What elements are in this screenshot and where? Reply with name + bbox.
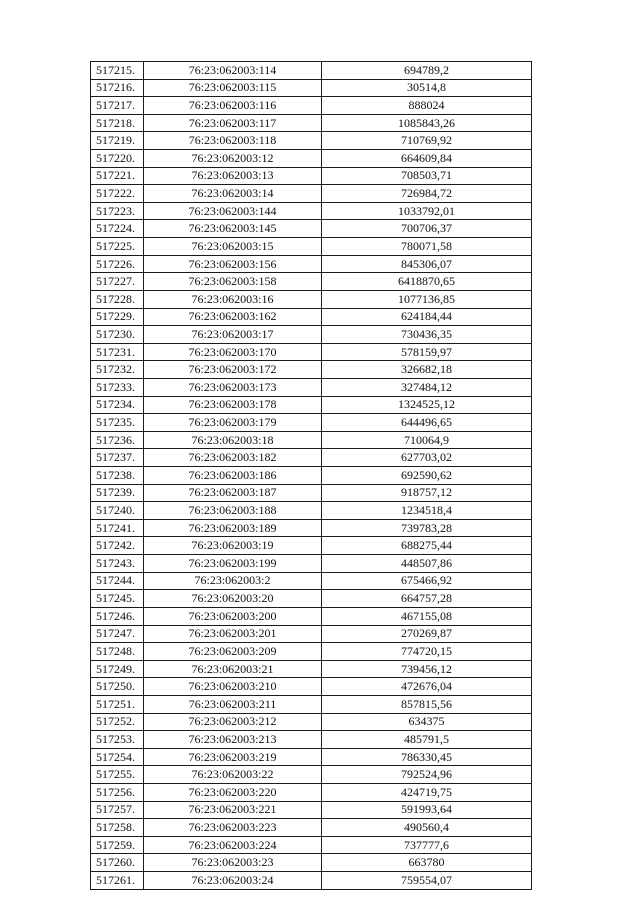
cadastral-value-cell: 448507,86 [322, 555, 532, 573]
table-row [91, 396, 532, 414]
table-row [91, 308, 532, 326]
row-number-cell: 517232. [91, 361, 144, 379]
cadastral-value-cell: 774720,15 [322, 643, 532, 661]
row-number-cell: 517237. [91, 449, 144, 467]
table-row [91, 555, 532, 573]
row-number-cell: 517231. [91, 343, 144, 361]
cadastral-number-cell: 76:23:062003:118 [144, 132, 322, 150]
cadastral-number-cell: 76:23:062003:182 [144, 449, 322, 467]
table-row [91, 449, 532, 467]
cadastral-value-cell: 786330,45 [322, 748, 532, 766]
cadastral-value-cell: 726984,72 [322, 185, 532, 203]
table-row [91, 238, 532, 256]
row-number-cell: 517219. [91, 132, 144, 150]
cadastral-value-cell: 6418870,65 [322, 273, 532, 291]
cadastral-number-cell: 76:23:062003:212 [144, 713, 322, 731]
row-number-cell: 517226. [91, 255, 144, 273]
cadastral-number-cell: 76:23:062003:162 [144, 308, 322, 326]
row-number-cell: 517255. [91, 766, 144, 784]
row-number-cell: 517224. [91, 220, 144, 238]
table-row [91, 167, 532, 185]
cadastral-number-cell: 76:23:062003:20 [144, 590, 322, 608]
cadastral-value-cell: 326682,18 [322, 361, 532, 379]
cadastral-number-cell: 76:23:062003:19 [144, 537, 322, 555]
cadastral-value-cell: 663780 [322, 854, 532, 872]
table-row [91, 150, 532, 168]
cadastral-value-cell: 467155,08 [322, 607, 532, 625]
row-number-cell: 517230. [91, 326, 144, 344]
row-number-cell: 517251. [91, 695, 144, 713]
row-number-cell: 517222. [91, 185, 144, 203]
row-number-cell: 517253. [91, 731, 144, 749]
table-row [91, 519, 532, 537]
cadastral-value-cell: 739783,28 [322, 519, 532, 537]
row-number-cell: 517217. [91, 97, 144, 115]
cadastral-number-cell: 76:23:062003:189 [144, 519, 322, 537]
row-number-cell: 517236. [91, 431, 144, 449]
table-row [91, 854, 532, 872]
cadastral-value-cell: 692590,62 [322, 467, 532, 485]
row-number-cell: 517235. [91, 414, 144, 432]
cadastral-number-cell: 76:23:062003:24 [144, 872, 322, 890]
cadastral-number-cell: 76:23:062003:13 [144, 167, 322, 185]
cadastral-value-cell: 578159,97 [322, 343, 532, 361]
cadastral-value-cell: 888024 [322, 97, 532, 115]
cadastral-value-cell: 700706,37 [322, 220, 532, 238]
table-row [91, 431, 532, 449]
cadastral-value-cell: 792524,96 [322, 766, 532, 784]
table-row [91, 783, 532, 801]
row-number-cell: 517216. [91, 79, 144, 97]
cadastral-value-cell: 708503,71 [322, 167, 532, 185]
table-row [91, 378, 532, 396]
table-row [91, 713, 532, 731]
table-row [91, 872, 532, 890]
row-number-cell: 517234. [91, 396, 144, 414]
cadastral-value-cell: 730436,35 [322, 326, 532, 344]
cadastral-number-cell: 76:23:062003:158 [144, 273, 322, 291]
row-number-cell: 517241. [91, 519, 144, 537]
table-row [91, 590, 532, 608]
row-number-cell: 517259. [91, 836, 144, 854]
cadastral-number-cell: 76:23:062003:209 [144, 643, 322, 661]
cadastral-number-cell: 76:23:062003:200 [144, 607, 322, 625]
cadastral-number-cell: 76:23:062003:15 [144, 238, 322, 256]
cadastral-value-cell: 710769,92 [322, 132, 532, 150]
table-row [91, 836, 532, 854]
row-number-cell: 517256. [91, 783, 144, 801]
row-number-cell: 517215. [91, 62, 144, 80]
cadastral-value-cell: 845306,07 [322, 255, 532, 273]
row-number-cell: 517248. [91, 643, 144, 661]
cadastral-number-cell: 76:23:062003:117 [144, 114, 322, 132]
table-row [91, 273, 532, 291]
row-number-cell: 517249. [91, 660, 144, 678]
cadastral-number-cell: 76:23:062003:2 [144, 572, 322, 590]
table-body [91, 62, 532, 890]
cadastral-number-cell: 76:23:062003:186 [144, 467, 322, 485]
table-row [91, 326, 532, 344]
cadastral-number-cell: 76:23:062003:156 [144, 255, 322, 273]
table-row [91, 572, 532, 590]
cadastral-value-cell: 1085843,26 [322, 114, 532, 132]
cadastral-number-cell: 76:23:062003:219 [144, 748, 322, 766]
cadastral-number-cell: 76:23:062003:223 [144, 819, 322, 837]
row-number-cell: 517225. [91, 238, 144, 256]
row-number-cell: 517238. [91, 467, 144, 485]
cadastral-number-cell: 76:23:062003:12 [144, 150, 322, 168]
row-number-cell: 517228. [91, 290, 144, 308]
row-number-cell: 517250. [91, 678, 144, 696]
cadastral-value-cell: 918757,12 [322, 484, 532, 502]
table-row [91, 290, 532, 308]
table-row [91, 484, 532, 502]
cadastral-value-cell: 780071,58 [322, 238, 532, 256]
table-row [91, 79, 532, 97]
row-number-cell: 517260. [91, 854, 144, 872]
table-row [91, 255, 532, 273]
cadastral-number-cell: 76:23:062003:16 [144, 290, 322, 308]
cadastral-number-cell: 76:23:062003:224 [144, 836, 322, 854]
cadastral-value-cell: 634375 [322, 713, 532, 731]
cadastral-value-cell: 857815,56 [322, 695, 532, 713]
cadastral-number-cell: 76:23:062003:220 [144, 783, 322, 801]
table-row [91, 819, 532, 837]
cadastral-number-cell: 76:23:062003:179 [144, 414, 322, 432]
table-row [91, 678, 532, 696]
row-number-cell: 517247. [91, 625, 144, 643]
table-row [91, 185, 532, 203]
table-row [91, 607, 532, 625]
cadastral-number-cell: 76:23:062003:170 [144, 343, 322, 361]
row-number-cell: 517252. [91, 713, 144, 731]
cadastral-value-cell: 739456,12 [322, 660, 532, 678]
row-number-cell: 517254. [91, 748, 144, 766]
cadastral-number-cell: 76:23:062003:213 [144, 731, 322, 749]
cadastral-value-cell: 664609,84 [322, 150, 532, 168]
table-row [91, 414, 532, 432]
cadastral-value-cell: 30514,8 [322, 79, 532, 97]
cadastral-number-cell: 76:23:062003:178 [144, 396, 322, 414]
table-row [91, 62, 532, 80]
row-number-cell: 517221. [91, 167, 144, 185]
row-number-cell: 517258. [91, 819, 144, 837]
table-row [91, 132, 532, 150]
cadastral-number-cell: 76:23:062003:173 [144, 378, 322, 396]
cadastral-number-cell: 76:23:062003:211 [144, 695, 322, 713]
cadastral-value-cell: 627703,02 [322, 449, 532, 467]
row-number-cell: 517223. [91, 202, 144, 220]
cadastral-value-cell: 694789,2 [322, 62, 532, 80]
cadastral-number-cell: 76:23:062003:17 [144, 326, 322, 344]
row-number-cell: 517220. [91, 150, 144, 168]
cadastral-number-cell: 76:23:062003:145 [144, 220, 322, 238]
cadastral-number-cell: 76:23:062003:22 [144, 766, 322, 784]
table-row [91, 97, 532, 115]
table-row [91, 801, 532, 819]
row-number-cell: 517227. [91, 273, 144, 291]
cadastral-value-cell: 472676,04 [322, 678, 532, 696]
cadastral-value-cell: 675466,92 [322, 572, 532, 590]
cadastral-value-cell: 424719,75 [322, 783, 532, 801]
row-number-cell: 517257. [91, 801, 144, 819]
table-row [91, 643, 532, 661]
row-number-cell: 517229. [91, 308, 144, 326]
cadastral-number-cell: 76:23:062003:18 [144, 431, 322, 449]
row-number-cell: 517240. [91, 502, 144, 520]
row-number-cell: 517246. [91, 607, 144, 625]
cadastral-value-cell: 644496,65 [322, 414, 532, 432]
table-row [91, 748, 532, 766]
table-row [91, 361, 532, 379]
row-number-cell: 517243. [91, 555, 144, 573]
cadastral-number-cell: 76:23:062003:199 [144, 555, 322, 573]
table-row [91, 537, 532, 555]
cadastral-value-cell: 1234518,4 [322, 502, 532, 520]
table-row [91, 660, 532, 678]
table-row [91, 625, 532, 643]
cadastral-number-cell: 76:23:062003:114 [144, 62, 322, 80]
row-number-cell: 517233. [91, 378, 144, 396]
table-row [91, 114, 532, 132]
row-number-cell: 517245. [91, 590, 144, 608]
table-row [91, 695, 532, 713]
cadastral-number-cell: 76:23:062003:187 [144, 484, 322, 502]
row-number-cell: 517218. [91, 114, 144, 132]
cadastral-value-cell: 1077136,85 [322, 290, 532, 308]
cadastral-number-cell: 76:23:062003:14 [144, 185, 322, 203]
cadastral-value-cell: 688275,44 [322, 537, 532, 555]
cadastral-value-cell: 1324525,12 [322, 396, 532, 414]
table-row [91, 467, 532, 485]
cadastral-number-cell: 76:23:062003:21 [144, 660, 322, 678]
cadastral-value-cell: 270269,87 [322, 625, 532, 643]
row-number-cell: 517244. [91, 572, 144, 590]
row-number-cell: 517261. [91, 872, 144, 890]
cadastral-value-table [90, 61, 532, 890]
cadastral-number-cell: 76:23:062003:144 [144, 202, 322, 220]
cadastral-value-cell: 737777,6 [322, 836, 532, 854]
table-row [91, 343, 532, 361]
table-row [91, 502, 532, 520]
cadastral-value-cell: 759554,07 [322, 872, 532, 890]
cadastral-value-cell: 664757,28 [322, 590, 532, 608]
row-number-cell: 517239. [91, 484, 144, 502]
cadastral-number-cell: 76:23:062003:172 [144, 361, 322, 379]
cadastral-value-cell: 490560,4 [322, 819, 532, 837]
row-number-cell: 517242. [91, 537, 144, 555]
cadastral-number-cell: 76:23:062003:210 [144, 678, 322, 696]
cadastral-number-cell: 76:23:062003:115 [144, 79, 322, 97]
table-row [91, 731, 532, 749]
cadastral-value-cell: 591993,64 [322, 801, 532, 819]
cadastral-value-cell: 485791,5 [322, 731, 532, 749]
cadastral-value-cell: 624184,44 [322, 308, 532, 326]
table-row [91, 202, 532, 220]
table-row [91, 220, 532, 238]
table-row [91, 766, 532, 784]
cadastral-value-cell: 710064,9 [322, 431, 532, 449]
cadastral-number-cell: 76:23:062003:116 [144, 97, 322, 115]
cadastral-value-cell: 1033792,01 [322, 202, 532, 220]
cadastral-value-cell: 327484,12 [322, 378, 532, 396]
cadastral-number-cell: 76:23:062003:23 [144, 854, 322, 872]
cadastral-number-cell: 76:23:062003:201 [144, 625, 322, 643]
cadastral-number-cell: 76:23:062003:188 [144, 502, 322, 520]
cadastral-number-cell: 76:23:062003:221 [144, 801, 322, 819]
